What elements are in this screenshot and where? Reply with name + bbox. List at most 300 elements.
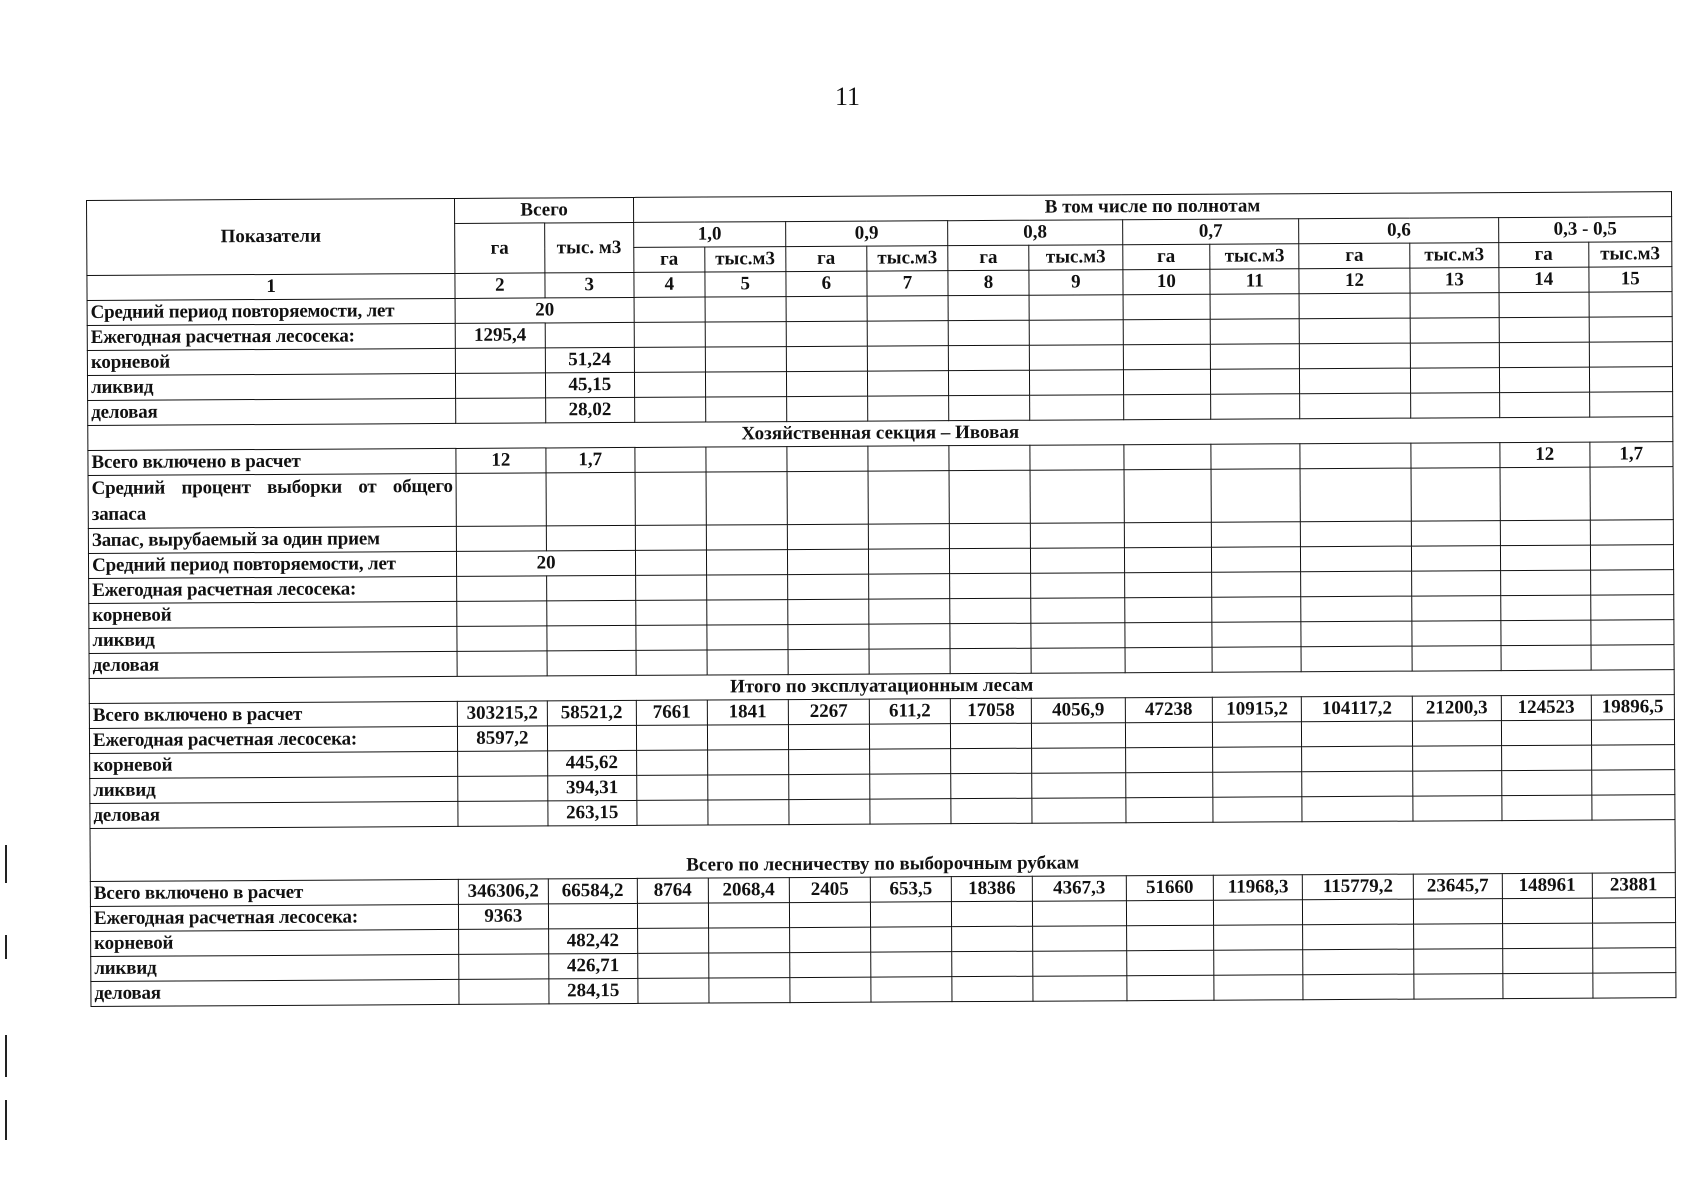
table-cell: 1841 [707, 700, 788, 725]
table-cell [1412, 771, 1502, 796]
table-cell [1413, 796, 1503, 821]
table-cell [635, 472, 706, 525]
table-cell [951, 773, 1032, 798]
row-label: деловая [90, 801, 458, 828]
table-cell [634, 372, 705, 397]
table-cell: 23881 [1592, 873, 1676, 898]
table-cell [1214, 925, 1304, 950]
table-cell [1413, 899, 1503, 924]
table-cell [1210, 344, 1300, 369]
table-cell [1500, 520, 1590, 545]
table-cell [1033, 926, 1127, 952]
table-cell [787, 524, 868, 549]
table-cell [1212, 722, 1302, 747]
column-number: 1 [87, 273, 455, 300]
table-cell: 394,31 [547, 775, 637, 800]
row-label: Средний период повторяемости, лет [87, 298, 455, 325]
table-cell [867, 371, 948, 396]
table-cell [867, 321, 948, 346]
table-cell [1032, 798, 1126, 824]
table-cell [706, 525, 787, 550]
table-header [87, 192, 1673, 301]
table-cell [1300, 393, 1410, 419]
header-density-3: 0,8 [948, 220, 1123, 246]
table-cell [1031, 623, 1125, 649]
table-cell [788, 624, 869, 649]
section-row [90, 820, 1675, 882]
table-cell: 45,15 [545, 372, 635, 397]
table-cell [951, 798, 1032, 823]
table-cell [1029, 295, 1123, 321]
table-cell [1211, 522, 1301, 547]
table-cell [1501, 595, 1591, 620]
table-cell: 51,24 [545, 347, 635, 372]
row-label: Ежегодная расчетная лесосека: [89, 576, 457, 603]
table-cell [1410, 318, 1500, 343]
table-cell [1124, 597, 1211, 622]
table-cell [1126, 925, 1213, 950]
column-number: 13 [1410, 268, 1500, 293]
table-cell [952, 926, 1033, 951]
table-cell [457, 651, 547, 676]
table-cell: 8764 [637, 878, 708, 903]
table-cell: 20 [455, 297, 634, 323]
table-cell [789, 799, 870, 824]
table-cell [1502, 795, 1592, 820]
table-cell: 2068,4 [708, 878, 789, 903]
table-cell: 124523 [1501, 695, 1591, 720]
table-cell [1126, 900, 1213, 925]
table-cell: 12 [456, 448, 546, 473]
table-cell [952, 976, 1033, 1001]
table-cell [547, 725, 637, 750]
header-unit-ha: га [948, 245, 1029, 270]
table-cell [787, 471, 868, 524]
table-cell [1413, 924, 1503, 949]
table-cell: 115779,2 [1303, 874, 1413, 900]
table-cell [1500, 467, 1590, 520]
table-cell [1590, 520, 1674, 545]
table-cell [707, 650, 788, 675]
table-cell [457, 601, 547, 626]
table-cell [458, 801, 548, 826]
table-cell [1213, 772, 1303, 797]
table-cell [948, 345, 1029, 370]
row-label: ликвид [91, 954, 459, 981]
table-cell [706, 472, 787, 525]
table-cell [1592, 923, 1676, 948]
table-cell [789, 927, 870, 952]
table-cell [1591, 720, 1675, 745]
row-label: Всего включено в расчет [90, 879, 458, 906]
margin-mark [5, 845, 7, 883]
table-cell: 284,15 [548, 978, 638, 1003]
header-unit-m3: тыс.м3 [1588, 242, 1672, 267]
table-cell [1030, 370, 1124, 396]
table-cell [1302, 771, 1412, 797]
table-cell [1032, 723, 1126, 749]
table-cell [1031, 573, 1125, 599]
table-cell [456, 526, 546, 551]
table-cell [636, 600, 707, 625]
table-cell [1302, 746, 1412, 772]
table-container [86, 191, 1676, 1007]
table-cell [706, 447, 787, 472]
table-cell [1303, 899, 1413, 925]
table-cell [1503, 898, 1593, 923]
table-cell [637, 800, 708, 825]
table-cell [1302, 721, 1412, 747]
table-cell [1123, 394, 1210, 419]
table-cell [1502, 720, 1592, 745]
table-cell [1033, 901, 1127, 927]
table-cell [706, 550, 787, 575]
row-label: корневой [91, 929, 459, 956]
table-cell [634, 347, 705, 372]
table-cell [951, 901, 1032, 926]
table-cell [1033, 976, 1127, 1002]
table-cell [867, 396, 948, 421]
table-cell [1125, 722, 1212, 747]
table-cell: 19896,5 [1591, 695, 1675, 720]
table-cell [952, 951, 1033, 976]
header-unit-m3: тыс.м3 [1029, 245, 1123, 271]
table-cell [1123, 369, 1210, 394]
table-cell [1590, 467, 1674, 520]
table-cell [1589, 342, 1673, 367]
table-cell [1127, 975, 1214, 1000]
table-cell [1123, 319, 1210, 344]
table-cell [868, 446, 949, 471]
table-cell [1499, 342, 1589, 367]
table-cell [1300, 443, 1410, 469]
header-unit-m3: тыс.м3 [704, 247, 785, 272]
table-cell [635, 397, 706, 422]
table-cell [1499, 292, 1589, 317]
table-cell: 23645,7 [1413, 874, 1503, 899]
table-cell: 58521,2 [547, 700, 637, 725]
table-cell [1301, 596, 1411, 622]
table-cell [1411, 571, 1501, 596]
header-including: В том числе по полнотам [633, 192, 1671, 223]
table-cell [1501, 545, 1591, 570]
table-cell [1210, 319, 1300, 344]
header-density-5: 0,6 [1299, 218, 1499, 244]
table-cell: 445,62 [547, 750, 637, 775]
header-density-4: 0,7 [1122, 219, 1299, 245]
column-number: 2 [455, 273, 545, 298]
table-cell [545, 322, 635, 347]
table-cell [870, 927, 951, 952]
table-cell: 2267 [788, 699, 869, 724]
header-unit-m3: тыс.м3 [1409, 243, 1499, 268]
table-cell [1591, 745, 1675, 770]
table-cell: 148961 [1502, 873, 1592, 898]
header-total-ha: га [455, 223, 545, 273]
table-cell [706, 575, 787, 600]
table-cell: 263,15 [547, 800, 637, 825]
table-cell [868, 471, 949, 524]
margin-mark [5, 1100, 7, 1140]
table-cell: 66584,2 [548, 878, 638, 903]
table-row [88, 467, 1673, 529]
table-cell [1124, 547, 1211, 572]
table-cell [634, 322, 705, 347]
table-cell [638, 953, 709, 978]
table-cell [1302, 796, 1412, 822]
table-cell [636, 575, 707, 600]
table-cell [1413, 949, 1503, 974]
margin-mark [5, 935, 7, 959]
table-cell [1126, 797, 1213, 822]
row-label: ликвид [89, 626, 457, 653]
header-unit-ha: га [634, 247, 705, 272]
table-cell [1412, 646, 1502, 671]
table-cell [1499, 317, 1589, 342]
table-cell [1123, 294, 1210, 319]
table-cell [1030, 395, 1124, 421]
table-cell [788, 724, 869, 749]
table-body [87, 292, 1676, 1007]
table-cell [1590, 545, 1674, 570]
table-cell [1125, 747, 1212, 772]
table-cell [1211, 469, 1301, 522]
table-cell [870, 774, 951, 799]
table-cell [705, 297, 786, 322]
table-cell [870, 799, 951, 824]
table-cell [1300, 318, 1410, 344]
column-number: 15 [1588, 267, 1672, 292]
table-cell [459, 954, 549, 979]
table-cell: 346306,2 [458, 879, 548, 904]
table-cell [1503, 973, 1593, 998]
table-cell [868, 549, 949, 574]
table-cell [786, 371, 867, 396]
table-cell [950, 623, 1031, 648]
table-cell [1590, 595, 1674, 620]
table-cell [787, 549, 868, 574]
table-cell [949, 548, 1030, 573]
table-cell [1411, 443, 1501, 468]
table-cell [868, 524, 949, 549]
table-cell: 4056,9 [1031, 698, 1125, 724]
table-cell [871, 977, 952, 1002]
table-cell [789, 774, 870, 799]
table-cell [1500, 392, 1590, 417]
table-cell [1501, 570, 1591, 595]
row-label: Всего включено в расчет [88, 448, 456, 475]
table-cell [1214, 950, 1304, 975]
table-cell [949, 445, 1030, 470]
table-cell [867, 296, 948, 321]
table-cell [1503, 923, 1593, 948]
table-cell: 482,42 [548, 928, 638, 953]
table-cell [949, 470, 1030, 523]
table-cell [637, 750, 708, 775]
table-cell [708, 953, 789, 978]
table-cell: 4367,3 [1032, 876, 1126, 902]
table-cell [546, 600, 636, 625]
table-cell [786, 396, 867, 421]
table-cell [1030, 523, 1124, 549]
table-cell [1591, 795, 1675, 820]
table-cell [1503, 948, 1593, 973]
table-cell [787, 446, 868, 471]
section-title: Хозяйственная секция – Ивовая [88, 417, 1673, 451]
table-cell [1590, 620, 1674, 645]
column-number: 12 [1299, 268, 1409, 294]
table-cell [1211, 444, 1301, 469]
section-title: Всего по лесничеству по выборочным рубкам [90, 820, 1675, 882]
table-cell [1124, 522, 1211, 547]
table-cell [1411, 521, 1501, 546]
table-cell [1212, 622, 1302, 647]
header-unit-ha: га [1499, 242, 1589, 267]
table-cell [786, 296, 867, 321]
table-cell [869, 649, 950, 674]
table-cell [949, 523, 1030, 548]
table-cell [1410, 368, 1500, 393]
table-cell [1300, 468, 1411, 522]
table-cell [1210, 369, 1300, 394]
table-cell [1589, 392, 1673, 417]
table-cell [1123, 344, 1210, 369]
table-cell: 12 [1500, 442, 1590, 467]
table-cell [1301, 546, 1411, 572]
table-cell [1126, 950, 1213, 975]
table-cell [789, 952, 870, 977]
column-number: 8 [948, 270, 1029, 295]
table-cell [456, 473, 546, 526]
table-cell [1029, 320, 1123, 346]
table-cell [1501, 620, 1591, 645]
table-cell [1303, 949, 1413, 975]
table-cell [1301, 521, 1411, 547]
header-density-6: 0,3 - 0,5 [1499, 217, 1672, 243]
table-cell [787, 574, 868, 599]
header-unit-ha: га [786, 246, 867, 271]
column-number: 14 [1499, 267, 1589, 292]
table-cell: 10915,2 [1212, 697, 1302, 722]
row-label: Средний период повторяемости, лет [88, 551, 456, 578]
table-cell: 8597,2 [458, 726, 548, 751]
table-cell [950, 648, 1031, 673]
table-cell [635, 447, 706, 472]
table-cell [705, 322, 786, 347]
table-cell [1301, 621, 1411, 647]
table-cell [1125, 772, 1212, 797]
table-cell [1592, 973, 1676, 998]
table-cell [546, 472, 636, 525]
table-cell [951, 748, 1032, 773]
header-indicator: Показатели [87, 198, 456, 275]
table-cell [546, 575, 636, 600]
table-cell [1300, 343, 1410, 369]
table-cell [707, 725, 788, 750]
row-label: Ежегодная расчетная лесосека: [90, 904, 458, 931]
row-label: корневой [90, 751, 458, 778]
table-cell: 1,7 [1589, 442, 1673, 467]
table-cell [706, 600, 787, 625]
table-cell [790, 977, 871, 1002]
section-title: Итого по эксплуатационным лесам [89, 670, 1674, 704]
table-cell [1030, 470, 1124, 524]
table-cell [1589, 367, 1673, 392]
table-cell [707, 775, 788, 800]
column-number: 7 [867, 271, 948, 296]
table-cell [546, 625, 636, 650]
table-cell [1590, 570, 1674, 595]
table-cell [1412, 746, 1502, 771]
table-cell [638, 928, 709, 953]
table-cell [1211, 394, 1301, 419]
row-label: Запас, вырубаемый за один прием [88, 526, 456, 553]
table-cell [707, 625, 788, 650]
table-cell [636, 725, 707, 750]
table-cell [635, 550, 706, 575]
table-cell [548, 903, 638, 928]
header-unit-m3: тыс.м3 [867, 246, 948, 271]
table-cell [1502, 770, 1592, 795]
column-number: 11 [1210, 269, 1300, 294]
row-label: деловая [91, 979, 459, 1006]
table-cell [709, 978, 790, 1003]
table-cell: 21200,3 [1412, 696, 1502, 721]
table-cell: 1295,4 [455, 323, 545, 348]
table-cell [458, 751, 548, 776]
row-label: Всего включено в расчет [89, 701, 457, 728]
table-cell: 51660 [1126, 875, 1213, 900]
table-cell [636, 625, 707, 650]
table-cell [1592, 898, 1676, 923]
table-cell [457, 576, 547, 601]
table-cell [1214, 975, 1304, 1000]
table-cell [637, 903, 708, 928]
table-cell: 18386 [951, 876, 1032, 901]
table-cell [1211, 547, 1301, 572]
table-cell [1213, 900, 1303, 925]
table-cell [1589, 292, 1673, 317]
table-cell [459, 979, 549, 1004]
table-cell [948, 320, 1029, 345]
margin-mark [5, 1035, 7, 1077]
table-cell [637, 775, 708, 800]
header-unit-ha: га [1122, 244, 1209, 269]
table-cell [1210, 294, 1300, 319]
table-cell [1411, 468, 1501, 521]
table-cell [638, 978, 709, 1003]
table-cell [949, 395, 1030, 420]
table-cell [1212, 647, 1302, 672]
table-cell [869, 749, 950, 774]
row-label: корневой [87, 348, 455, 375]
table-cell [1031, 598, 1125, 624]
table-cell [1591, 645, 1675, 670]
table-cell [708, 800, 789, 825]
table-cell [456, 398, 546, 423]
table-cell: 303215,2 [457, 701, 547, 726]
table-cell: 47238 [1125, 697, 1212, 722]
row-label: деловая [89, 651, 457, 678]
table-cell [867, 346, 948, 371]
table-cell [1032, 748, 1126, 774]
table-cell [950, 598, 1031, 623]
table-cell [1410, 293, 1500, 318]
table-cell [786, 321, 867, 346]
table-cell: 17058 [950, 698, 1031, 723]
table-cell [950, 723, 1031, 748]
column-number: 10 [1123, 269, 1210, 294]
